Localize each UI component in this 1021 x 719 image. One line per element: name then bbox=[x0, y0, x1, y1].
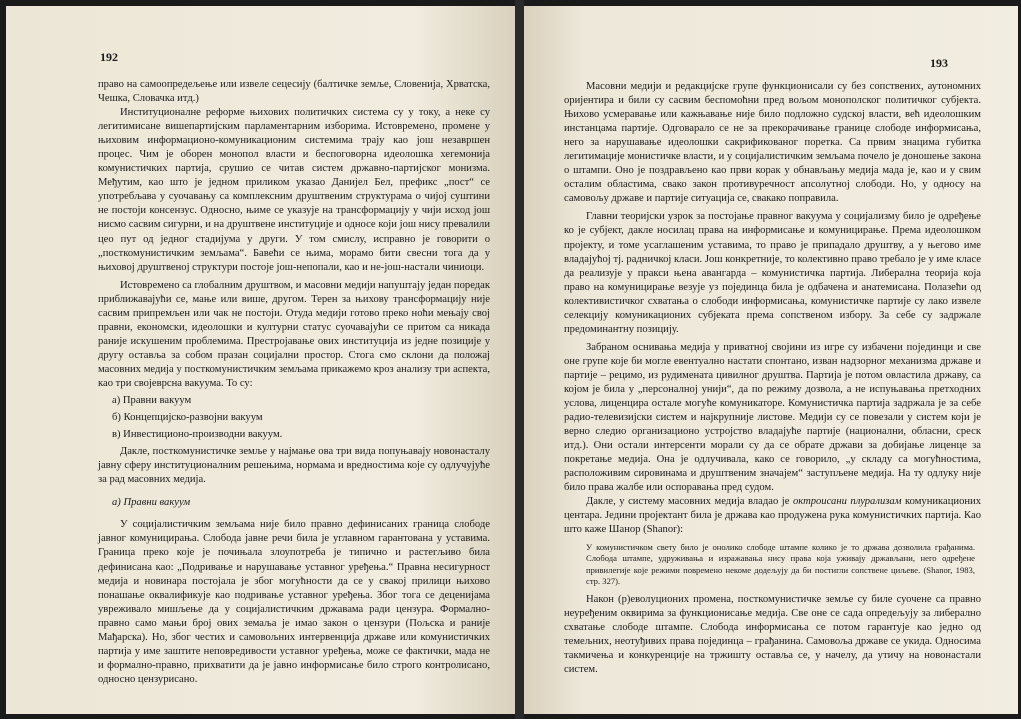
paragraph: Институционалне реформе њихових политичких система су у току, а неке су легитимисане вишепартијским парламентарним изборима. Истовремено, промене у њиховим информационо-комуникационим системима трају као још незавршен процес. Чим је оборен монопол власти и беспоговорна идеолошка хегемонија комунистичких партија, срушио се читав систем државно-партијског монизма. Међутим, као што је једном приликом указао Данијел Бел, префикс „пост“ се употребљава у суочавању са комплексним друштвеним структурама о чијој суштини не постоји консензус. Односно, њиме се указује на трансформацију у чији исход још нисмо сасвим сигурни, и на друштвене институције и односе који још нису превалили цео пут од једног стадијума у други. У том смислу, исправно је говорити о „посткомунистичким земљама“. Бавећи се њима, морамо бити свесни тога да у њиховој друштвеној структури постоје још-непопали, као и не-још-настали чиниоци. bbox=[98, 107, 490, 273]
paragraph: Након (р)еволуционих промена, посткомунистичке земље су биле суочене са правно неуређеним оквирима за функционисање медија. Све оне се сада опредељују за либерално схватање слободе штампе. Слобода информисања се потом гарантује као једно од темељних, неотуђивих права појединца – грађанина. Самовоља државе се укида. Односима такмичења и конкуренције на тржишту оставља се, у начелу, да утичу на новонастали систем. bbox=[564, 593, 981, 676]
left-page bbox=[6, 6, 515, 714]
paragraph: Дакле, посткомунистичке земље у најмање ова три вида попуњавају новонасталу јавну сферу институционалним решењима, нормама и вредностима које су одлучујуће за рад масовних медија. bbox=[98, 446, 490, 486]
paragraph: право на самоопредељење или извеле сецесију (балтичке земље, Словенија, Хрватска, Чешка, Словачка итд.) bbox=[98, 79, 490, 105]
right-page-text bbox=[564, 80, 981, 677]
list-item: в) Инвестиционо-производни вакуум. bbox=[112, 429, 283, 441]
left-page-text bbox=[98, 78, 490, 687]
paragraph: Главни теоријски узрок за постојање правног вакуума у социјализму било је одређење ко је субјект, дакле носилац права на информисање и комуницирање. Према идеолошком пројекту, и томе усаглашеним уставима, то право је припадало друштву, а у његово име владајућој тј. радничкој класи. Још конкретније, то колективно право требало је у име класе да реализује у пракси њена авангарда – комунистичка партија. Либерална теорија која право на комуницирање везује уз појединца била је одбачена и анатемисана. Полазећи од колективистичког схватања о слободи информисања, комунистичке партије су лако извеле селекцију комуникационих субјеката према сопственом избору. За себе су задржале предоминантну позицију. bbox=[564, 211, 981, 335]
paragraph: Масовни медији и редакцијске групе функционисали су без сопствених, аутономних оријентира и били су сасвим беспомоћни пред вољом монополског политичког субјекта. Њихово усмеравање или кажњавање није било подложно судској власти, већ идеолошким инстанцама партије. Одговарало се не за прекорачивање границе слободе информисања, него за нарушавање идеолошки сакрификованог поретка. Са првим знацима губитка легитимације монистичке власти, и у социјалистичким земљама почело је доношење закона о штампи. Оно је поздрављено као први корак у обнављању медија мада је, као и у свим осталим областима, свако закон противуречност апсолутној слободи. Но, у односу на самовољу државе и партије ситуација се, свакако поправила. bbox=[564, 81, 981, 205]
right-page bbox=[524, 6, 1018, 714]
paragraph bbox=[564, 495, 981, 537]
emphasis: октроисани плурализам bbox=[792, 496, 902, 508]
page-number-left: 192 bbox=[100, 50, 118, 64]
block-quote: У комунистичком свету било је онолико слободе штампе колико је то држава дозволила грађанима. Слобода штампе, удруживања и изражавања нису права која уживају држављани, него одређене привилегије које режими повремено некоме додељују да би постигли сопствене циљеве. (Shanor, 1983, стр. 327). bbox=[586, 541, 975, 587]
text-run: Дакле, у систему масовних медија владао је bbox=[586, 496, 793, 508]
paragraph: У социјалистичким земљама није било правно дефинисаних граница слободе јавног комуницирања. Слобода јавне речи била је углавном гарантована у уставима. Граница преко које је почињала злоупотреба је типично и растегљиво била дефинисана као: „Подривање и нарушавање уставног уређења.“ Правна несигурност медија и новинара постојала је због могућности да се у свакој прилици њихово понашање оквалификује као подривање уставног уређења. Због тога се деценијама увреживало мишљење да у социјалистичким државама ради цензура. Формално-правно само мањи број ових земаља је имао закон о цензури (Пољска и раније Мађарска). Но, због честих и самовољних интервенција државе или комунистичких партија у име заштите неповредивости уставног уређења, може се фактички, мада не и формално-правно, прихватити да је јавно информисање било строго контролисано, односно цензурисано. bbox=[98, 519, 490, 685]
book-gutter bbox=[515, 0, 524, 719]
page-number-right: 193 bbox=[930, 56, 948, 70]
text-run: комуникационих центара. Једини пројектант била је држава као продужена рука комунистичких партија. Као што каже Шанор (Shanor): bbox=[564, 496, 982, 536]
paragraph: Истовремено са глобалним друштвом, и масовни медији напуштају један поредак приближавајући се, мање или више, другом. Терен за њихову трансформацију није сасвим припремљен или чак не постоји. Отуда медији готово преко ноћи мењају свој правни, економски, идеолошки и културни статус суочавајући се притом са никада раније искушеним проблемима. Престројавање ових институција из једне позиције у другу оставља за собом празан социјални простор. Стога смо склони да положај масовних медија у посткомунистичким земљама прикажемо кроз анализу три аспекта, као три својеврсна вакуума. То су: bbox=[98, 279, 490, 389]
list-item: а) Правни вакуум bbox=[112, 395, 192, 407]
section-heading: а) Правни вакуум bbox=[112, 497, 191, 509]
list-item: б) Концепцијско-развојни вакуум bbox=[112, 412, 263, 424]
paragraph: Забраном оснивања медија у приватној својини из игре су избачени појединци и све оне групе које би могле евентуално настати спонтано, изван надзорног механизма државе и партије – рецимо, из рудимената цивилног друштва. Партија је потом овластила државу, са којом је била у „персоналној унији“, да по режиму дозвола, а не испуњавања претходних услова, лиценцира остале могуће комуникаторе. Комунистичка партија задржала је за себе радио-телевизијски систем и најкрупније листове. Медији су се повезали у систем који је верно следио организационо устројство владајуће партије (национални, обласни, среск итд.). Они остали интерсенти морали су да се обрате држави за добијање лиценце за покретање медија. Она је одлучивала, како се говорило, „у складу са могућностима, расположивим сировинама и друштвеним значајем“ заступљене медија. На ту одлуку није било права жалбе или оспоравања пред судом. bbox=[564, 341, 981, 494]
